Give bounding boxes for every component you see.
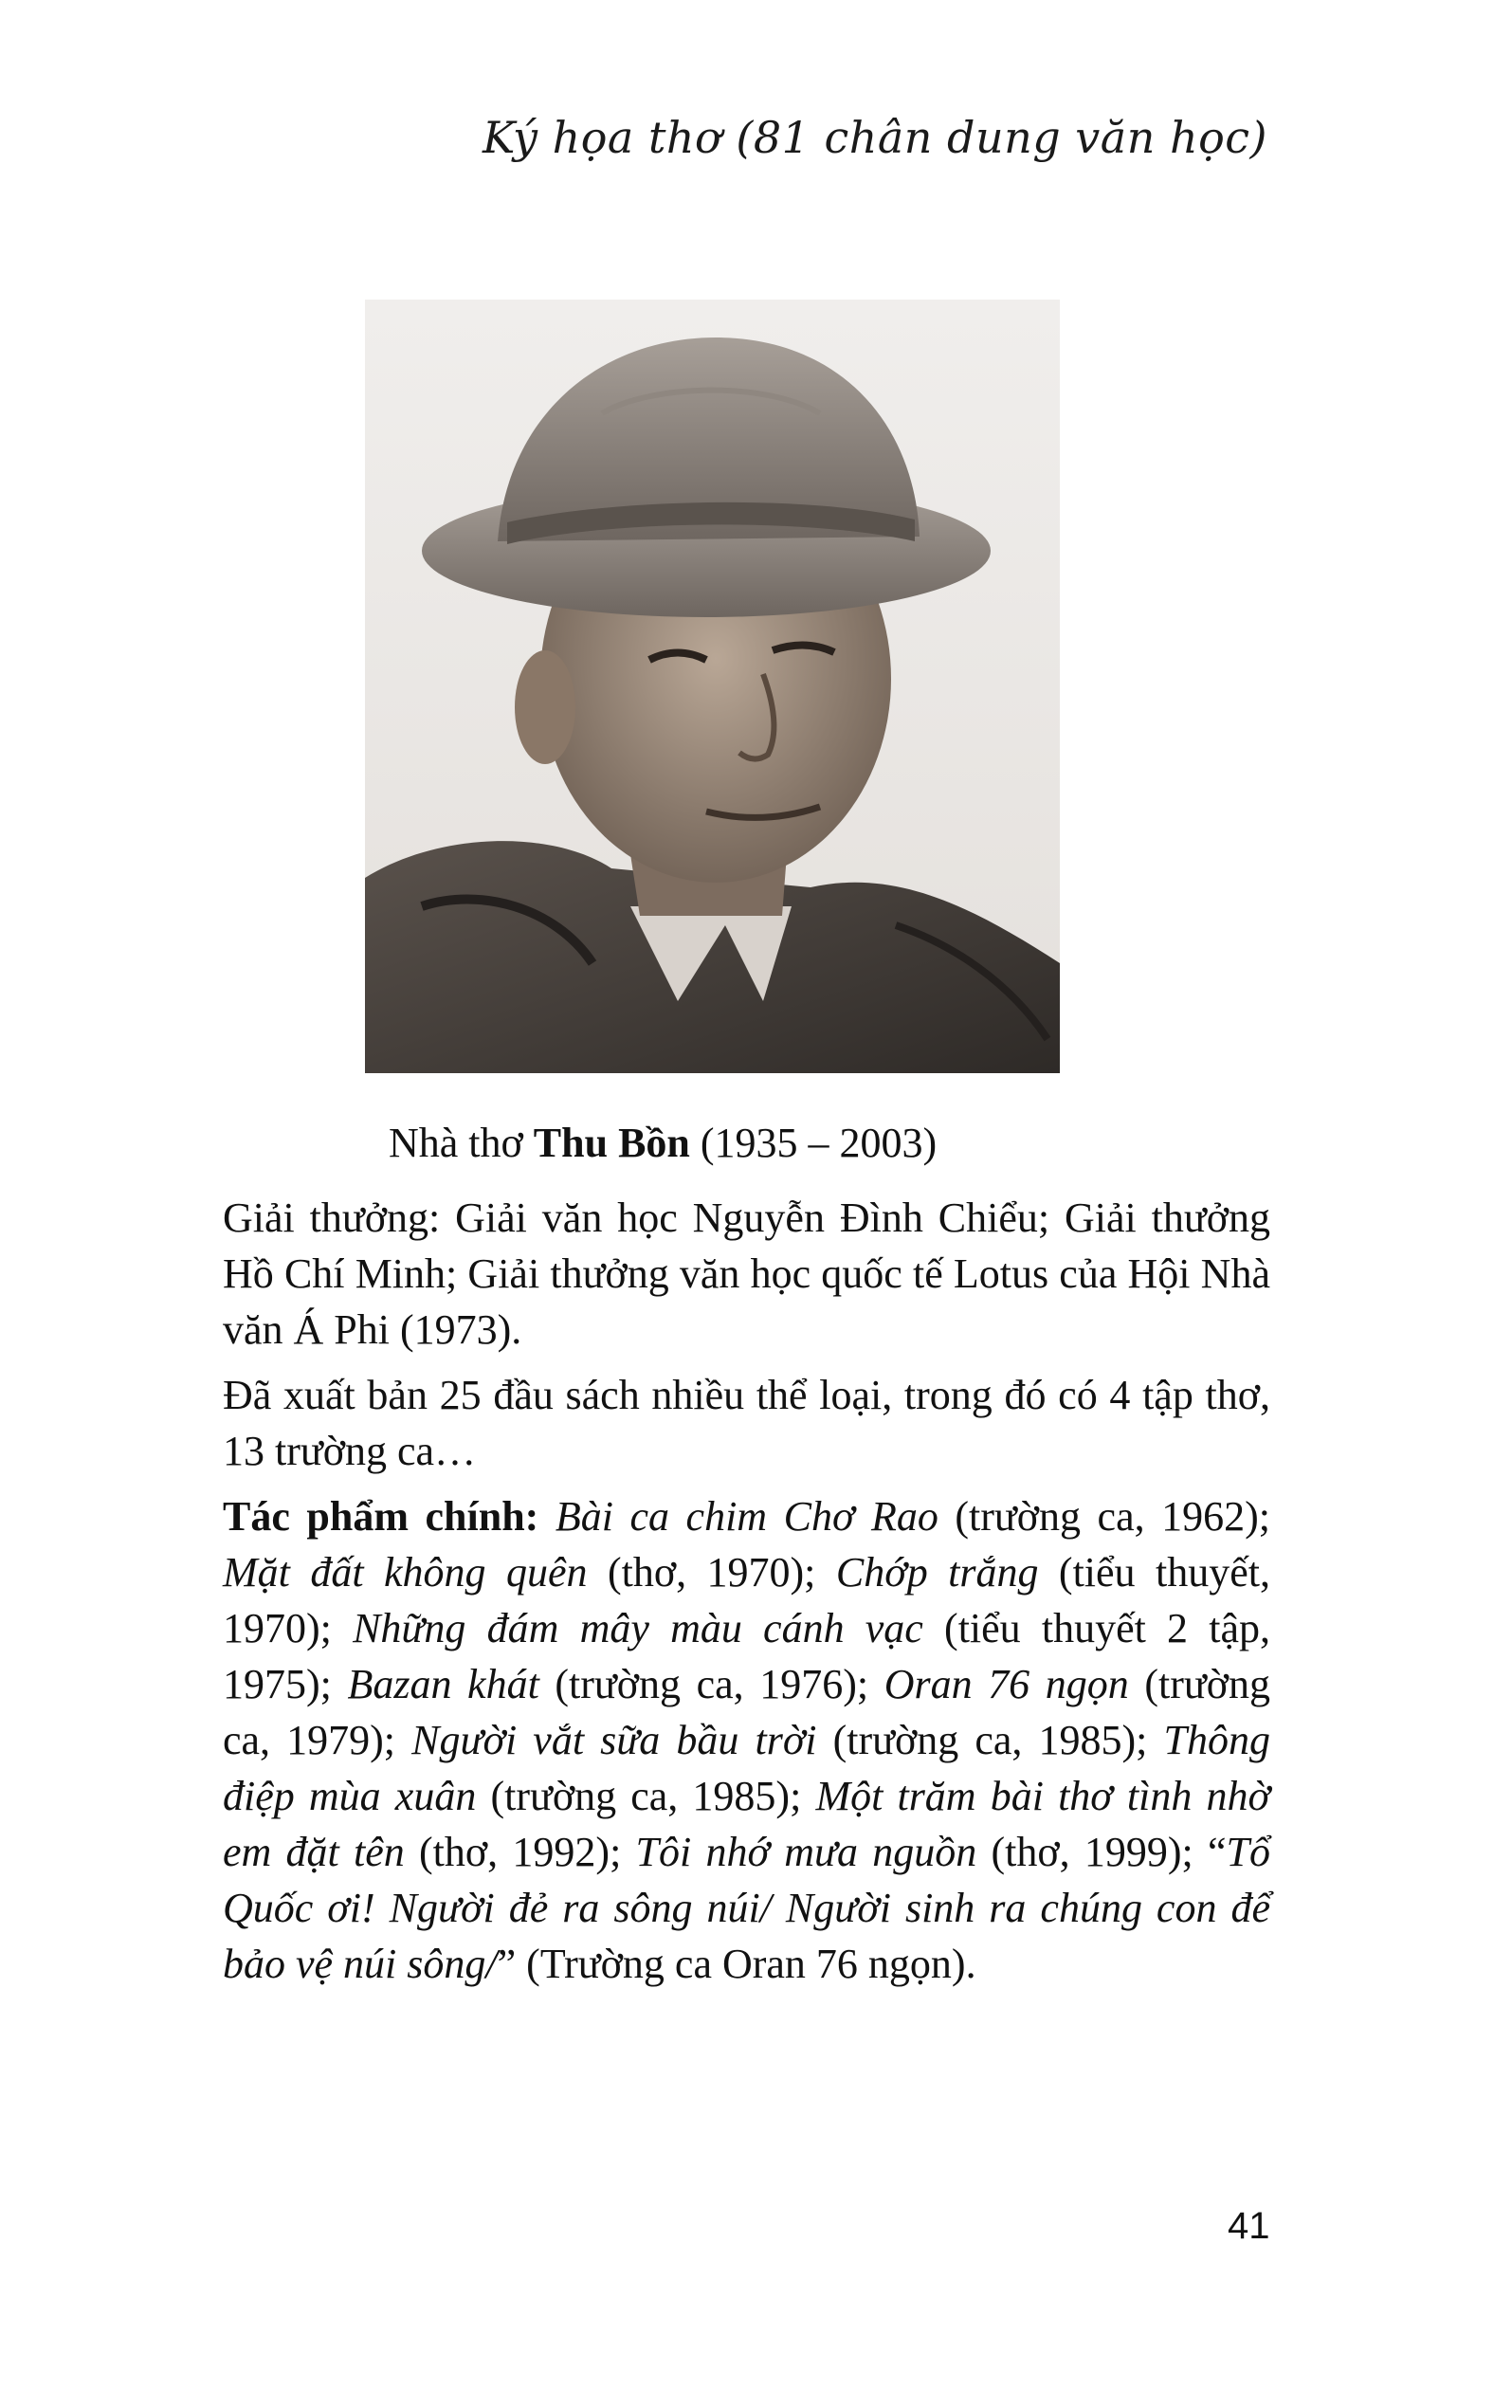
work-title: Bazan khát — [347, 1661, 539, 1707]
work-title: Một trăm bài thơ tình nhờ em đặt tên — [223, 1773, 1270, 1875]
work-info: (trường ca, 1979); — [223, 1661, 1270, 1763]
works-label: Tác phẩm chính: — [223, 1493, 539, 1540]
quoted-verse: Tổ Quốc ơi! Người đẻ ra sông núi/ Người sinh ra chúng con để bảo vệ núi sông/ — [223, 1829, 1270, 1987]
work-info: (trường ca, 1985); — [816, 1717, 1164, 1763]
work-info: (trường ca, 1962); — [938, 1493, 1270, 1540]
work-info: (tiểu thuyết, 1970); — [223, 1549, 1270, 1651]
main-works-paragraph — [223, 1488, 1270, 1992]
caption-prefix: Nhà thơ — [389, 1120, 534, 1166]
work-info: (thơ, 1970); — [587, 1549, 836, 1596]
awards-paragraph: Giải thưởng: Giải văn học Nguyễn Đình Chiểu; Giải thưởng Hồ Chí Minh; Giải thưởng văn học quốc tế Lotus của Hội Nhà văn Á Phi (1973). — [223, 1195, 1270, 1353]
portrait-photo — [365, 300, 1060, 1073]
work-title: Những đám mây màu cánh vạc — [353, 1605, 923, 1651]
published-paragraph: Đã xuất bản 25 đầu sách nhiều thể loại, trong đó có 4 tập thơ, 13 trường ca… — [223, 1372, 1270, 1474]
work-title: Oran 76 ngọn — [884, 1661, 1129, 1707]
work-title: Mặt đất không quên — [223, 1549, 588, 1596]
work-info: (tiểu thuyết 2 tập, 1975); — [223, 1605, 1270, 1707]
work-title: Người vắt sữa bầu trời — [411, 1717, 817, 1763]
photo-caption — [389, 1119, 937, 1167]
portrait-illustration — [365, 300, 1060, 1073]
work-info: (trường ca, 1985); — [476, 1773, 816, 1819]
running-header: Ký họa thơ (81 chân dung văn học) — [483, 112, 1267, 163]
caption-dates: (1935 – 2003) — [689, 1120, 938, 1166]
work-info: (thơ, 1992); — [404, 1829, 636, 1875]
quote-source: ” (Trường ca Oran 76 ngọn). — [497, 1941, 976, 1987]
work-title: Chớp trắng — [835, 1549, 1039, 1596]
work-title: Thông điệp mùa xuân — [223, 1717, 1270, 1819]
poet-name: Thu Bồn — [533, 1120, 690, 1166]
work-info: (thơ, 1999); “ — [976, 1829, 1227, 1875]
page-number: 41 — [1228, 2205, 1270, 2247]
work-title: Bài ca chim Chơ Rao — [555, 1493, 938, 1540]
work-info: (trường ca, 1976); — [538, 1661, 884, 1707]
work-title: Tôi nhớ mưa nguồn — [635, 1829, 977, 1875]
